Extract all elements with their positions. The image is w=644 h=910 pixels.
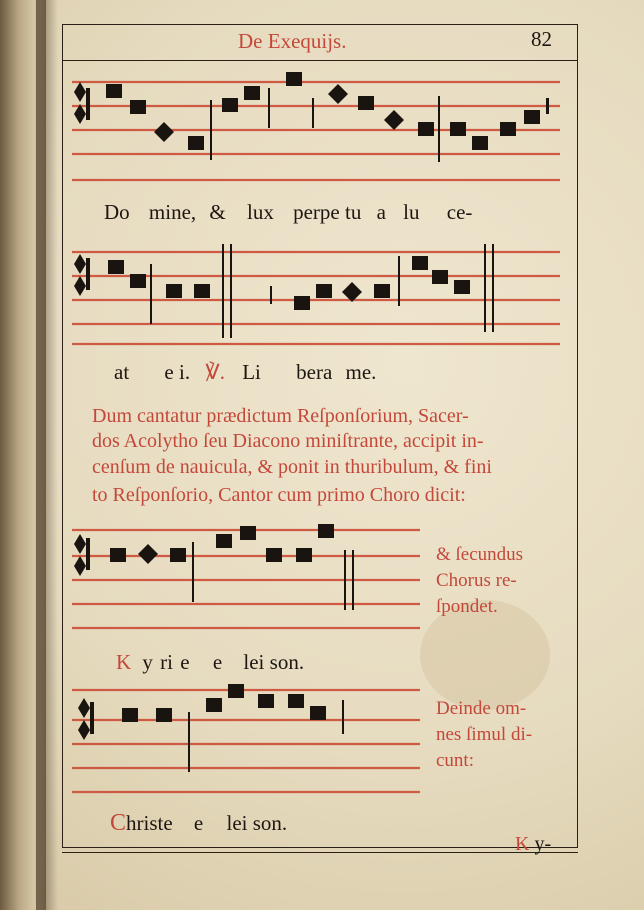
catchword-rest: y- — [534, 833, 552, 855]
rubric-line: dos Acolytho ſeu Diacono miniſtrante, accipit in- — [92, 430, 484, 452]
rubric-line: to Reſponſorio, Cantor cum primo Choro dicit: — [92, 484, 466, 506]
syllable: e — [164, 360, 174, 384]
syllable: Li — [242, 360, 261, 384]
side-note-line: nes ſimul di- — [436, 724, 533, 745]
initial-letter: K — [116, 650, 132, 674]
music-staff-4 — [72, 680, 432, 800]
lyric-line-4 — [110, 810, 287, 837]
syllable: & — [209, 200, 226, 224]
lyric-line-2 — [114, 360, 376, 385]
lyric-line-1 — [104, 200, 472, 225]
music-staff-3 — [72, 520, 432, 630]
music-staff-1 — [72, 70, 562, 190]
syllable: lei — [243, 650, 265, 674]
header-rule — [62, 60, 578, 61]
syllable: hriste — [126, 811, 173, 835]
folio-number: 82 — [531, 27, 552, 51]
footer-rule — [62, 852, 578, 853]
initial-letter: C — [110, 810, 127, 836]
music-staff-2 — [72, 244, 562, 354]
syllable: perpe — [293, 200, 340, 224]
syllable: e — [212, 650, 223, 674]
syllable: lei — [226, 811, 248, 835]
syllable: lux — [247, 200, 274, 224]
syllable: y — [142, 650, 153, 674]
syllable: i. — [178, 360, 191, 384]
syllable: son. — [252, 811, 288, 835]
catchword-initial: K — [515, 833, 530, 855]
syllable: mine, — [148, 200, 197, 224]
versicle-sign: ℣. — [205, 360, 225, 384]
syllable: ri — [160, 650, 173, 674]
side-note-line: ſpondet. — [436, 596, 498, 617]
syllable: me. — [345, 360, 377, 384]
syllable: lu — [403, 200, 420, 224]
lyric-line-3 — [116, 650, 304, 675]
side-note-line: cunt: — [436, 750, 474, 771]
side-note-line: Deinde om- — [436, 698, 527, 719]
syllable: at — [114, 360, 130, 384]
syllable: Do — [104, 200, 130, 224]
side-note-line: & ſecundus — [436, 544, 524, 565]
syllable: e — [180, 650, 190, 674]
catchword — [515, 833, 551, 856]
syllable: son. — [269, 650, 305, 674]
syllable: e — [193, 811, 204, 835]
gutter-shadow — [36, 0, 58, 910]
running-head: De Exequijs. — [238, 29, 347, 53]
syllable: ce- — [446, 200, 473, 224]
syllable: tu — [345, 200, 362, 224]
syllable: a — [376, 200, 386, 224]
rubric-line: Dum cantatur prædictum Reſponſorium, Sacer- — [92, 405, 469, 427]
side-note-line: Chorus re- — [436, 570, 517, 591]
syllable: bera — [296, 360, 333, 384]
rubric-line: cenſum de nauicula, & ponit in thuribulum, & fini — [92, 456, 492, 478]
